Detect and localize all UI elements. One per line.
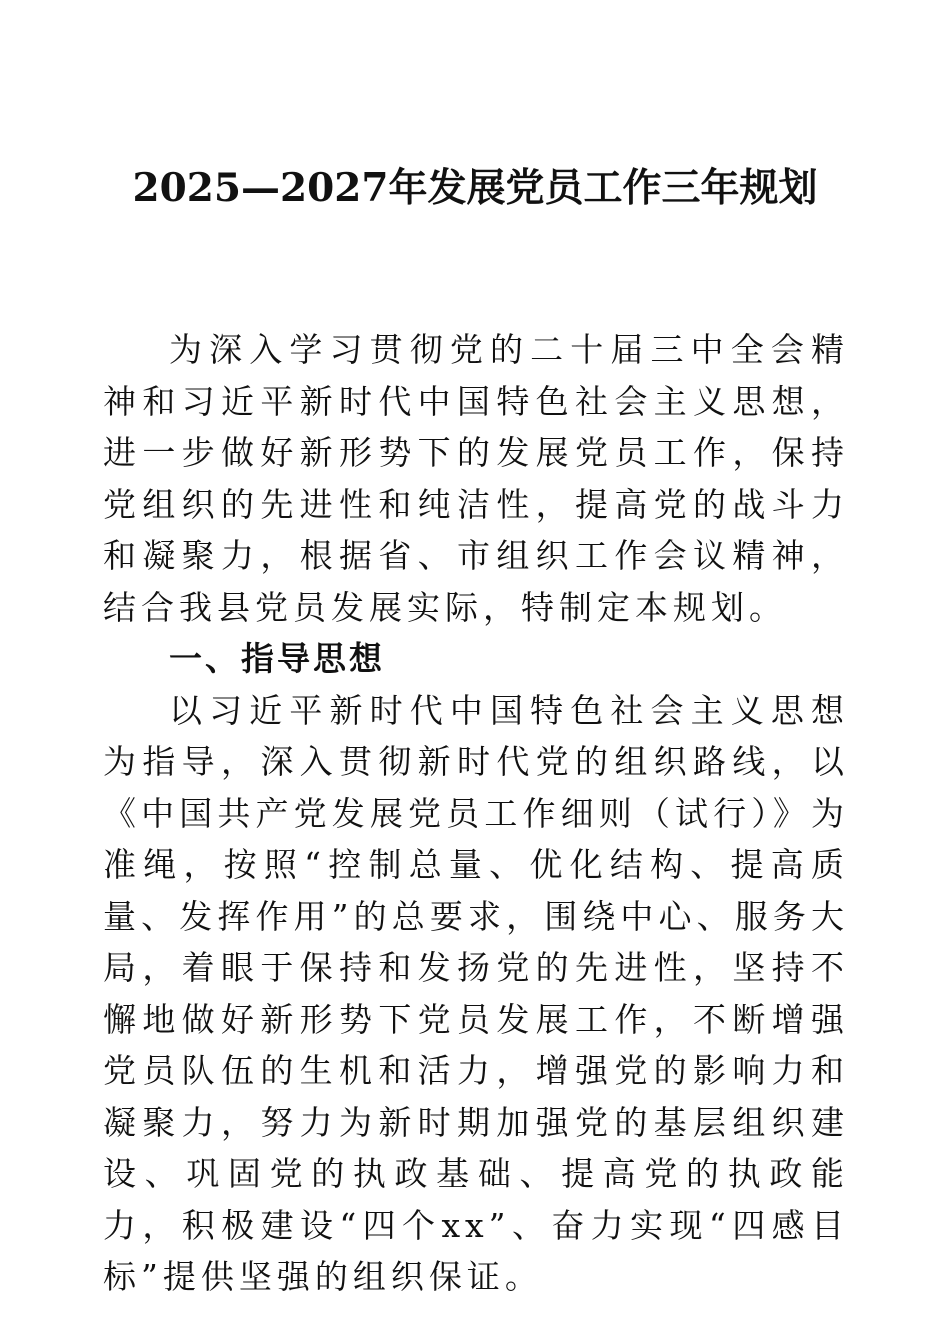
document-title: 2025—2027年发展党员工作三年规划 (132, 165, 818, 211)
document-body (103, 324, 849, 1303)
intro-paragraph: 为深入学习贯彻党的二十届三中全会精神和习近平新时代中国特色社会主义思想，进一步做好新形势下的发展党员工作，保持党组织的先进性和纯洁性，提高党的战斗力和凝聚力，根据省、市组织工作会议精神，结合我县党员发展实际，特制定本规划。 (103, 330, 849, 627)
guiding-ideology-paragraph: 以习近平新时代中国特色社会主义思想为指导，深入贯彻新时代党的组织路线，以《中国共产党发展党员工作细则（试行）》为准绳，按照“控制总量、优化结构、提高质量、发挥作用”的总要求，围绕中心、服务大局，着眼于保持和发扬党的先进性，坚持不懈地做好新形势下党员发展工作，不断增强党员队伍的生机和活力，增强党的影响力和凝聚力，努力为新时期加强党的基层组织建设、巩固党的执政基础、提高党的执政能力，积极建设“四个xx”、奋力实现“四感目标”提供坚强的组织保证。 (103, 690, 849, 1296)
section-heading-guiding-ideology: 一、指导思想 (169, 639, 385, 678)
